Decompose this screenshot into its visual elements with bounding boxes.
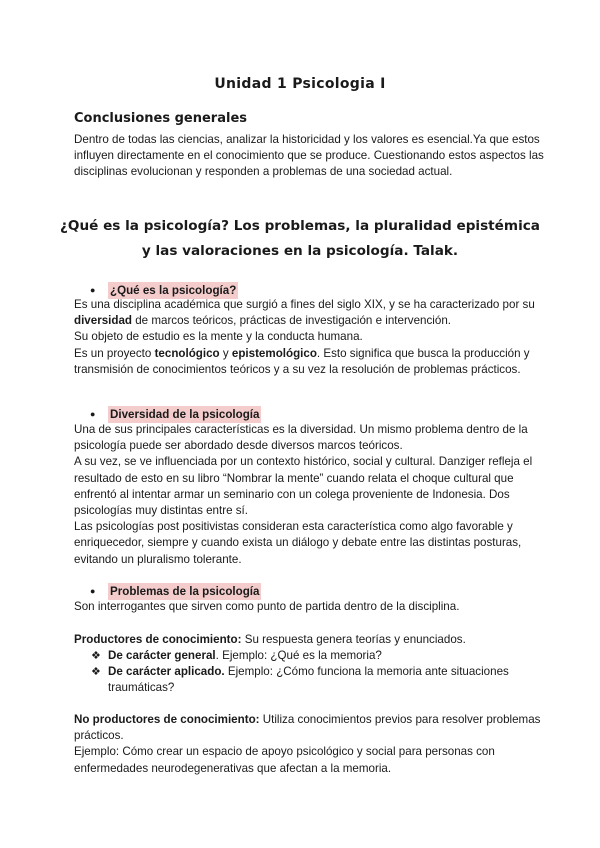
paragraph (74, 346, 544, 378)
text-run: Su respuesta genera teorías y enunciados. (241, 633, 466, 646)
productores-item-aplicado (91, 664, 531, 696)
text-run: Ejemplo: ¿Cómo funciona la memoria ante situaciones traumáticas? (108, 665, 509, 695)
bullet-icon: ● (90, 285, 96, 295)
bullet-icon: ● (90, 586, 96, 596)
text-run: de marcos teóricos, prácticas de investigación e intervención. (132, 314, 451, 328)
bold-text: tecnológico (154, 346, 220, 360)
list-item (108, 648, 382, 664)
section-heading-text: Problemas de la psicología (110, 585, 260, 598)
section-heading-diversidad (90, 406, 261, 423)
text-run: Es una disciplina académica que surgió a fines del siglo XIX, y se ha caracterizado por su (74, 298, 535, 311)
text-run: . Ejemplo: ¿Qué es la memoria? (215, 649, 382, 662)
bold-label: Productores de conocimiento: (74, 633, 242, 646)
paragraph: Las psicologías post positivistas consideran esta característica como algo favorable y enriquecedor, siempre y cuando exista un diálogo y debate entre las distintas posturas, evitando un pluralismo tolerante. (74, 520, 522, 566)
productores-line (74, 632, 544, 648)
diamond-bullet-icon: ❖ (91, 666, 101, 678)
section-heading-text: Diversidad de la psicología (110, 408, 260, 421)
diamond-bullet-icon: ❖ (91, 650, 101, 662)
conclusions-body: Dentro de todas las ciencias, analizar la historicidad y los valores es esencial.Ya que estos influyen directamente en el conocimiento que se produce. Cuestionando estos aspectos las disciplinas evolucionan y responden a problemas de una sociedad actual. (74, 133, 544, 179)
paragraph: Ejemplo: Cómo crear un espacio de apoyo psicológico y social para personas con enfermedades neurodegenerativas que afectan a la memoria. (74, 745, 495, 775)
paragraph (74, 712, 544, 744)
paragraph: Una de sus principales características es la diversidad. Un mismo problema dentro de la psicología puede ser abordado desde diversos marcos teóricos. (74, 423, 528, 453)
list-item (108, 664, 531, 696)
text-run: Utiliza conocimientos previos para resolver problemas prácticos. (74, 713, 541, 743)
bold-text: De carácter aplicado. (108, 665, 225, 678)
text-run: . Esto significa que busca la producción y transmisión de conocimientos teóricos y a su vez la resolución de problemas prácticos. (74, 346, 530, 376)
productores-item-general (91, 648, 531, 664)
section-problemas-body (74, 599, 544, 615)
paragraph (74, 297, 544, 329)
section-diversidad-body (74, 422, 544, 568)
text-run: Es un proyecto (74, 346, 155, 360)
bullet-icon: ● (90, 409, 96, 419)
main-title: ¿Qué es la psicología? Los problemas, la pluralidad epistémica y las valoraciones en la psicología. Talak. (60, 218, 540, 259)
bold-label: No productores de conocimiento: (74, 713, 260, 726)
document-title: Unidad 1 Psicologia I (214, 76, 386, 92)
section-que-es-body (74, 297, 544, 378)
no-productores-block (74, 712, 544, 777)
conclusions-heading: Conclusiones generales (74, 111, 247, 126)
paragraph (74, 632, 544, 648)
section-heading-text: ¿Qué es la psicología? (110, 284, 237, 297)
paragraph: Su objeto de estudio es la mente y la conducta humana. (74, 330, 363, 344)
paragraph: A su vez, se ve influenciada por un contexto histórico, social y cultural. Danziger refleja el resultado de esto en su libro “Nombrar la mente” cuando relata el choque cultural que enfrentó al intentar armar un seminario con un colega proveniente de Indonesia. Dos psicologías muy distintas entre sí. (74, 455, 533, 518)
text-run: y (219, 346, 232, 360)
bold-text: diversidad (74, 314, 132, 328)
bold-text: De carácter general (108, 649, 216, 662)
bold-text: epistemológico (231, 346, 317, 360)
paragraph: Son interrogantes que sirven como punto de partida dentro de la disciplina. (74, 600, 460, 613)
section-heading-problemas (90, 583, 261, 600)
